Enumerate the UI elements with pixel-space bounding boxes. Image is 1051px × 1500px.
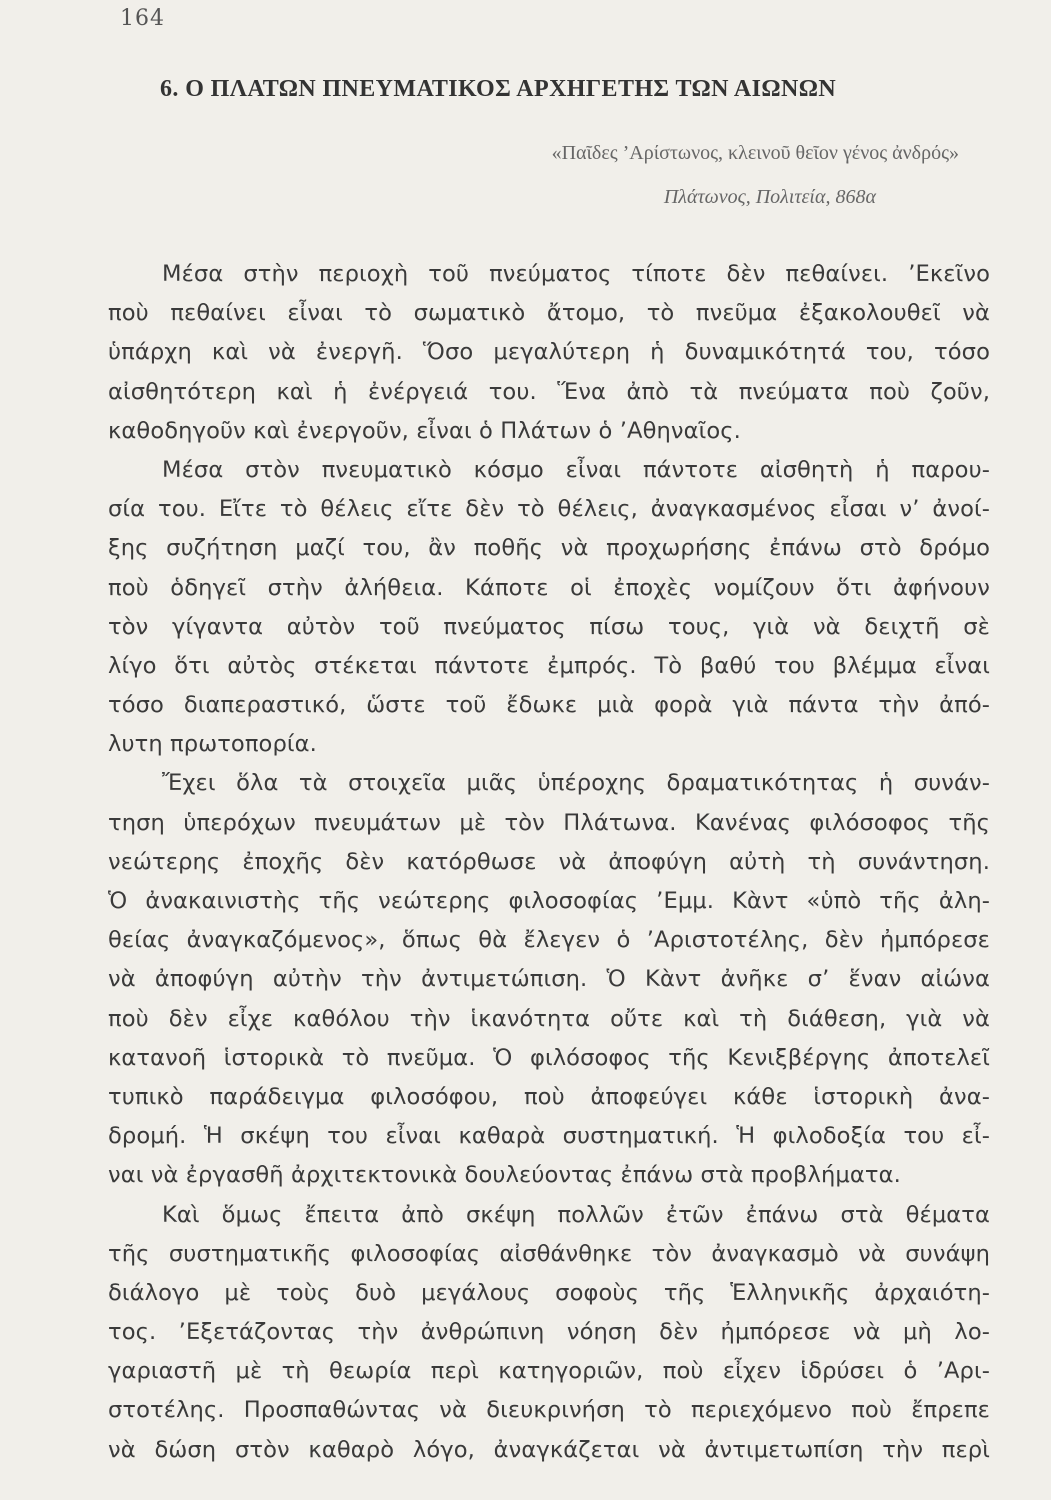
text-line: καθοδηγοῦν καὶ ἐνεργοῦν, εἶναι ὁ Πλάτων ὁ ’Αθηναῖος. [108, 417, 741, 444]
text-line: θείας ἀναγκαζόμενος», ὅπως θὰ ἔλεγεν ὁ ’Αριστοτέλης, δὲν ἠμπόρεσε [108, 927, 990, 954]
text-line: τηση ὑπερόχων πνευμάτων μὲ τὸν Πλάτωνα. Κανένας φιλόσοφος τῆς [108, 809, 990, 836]
text-line: νὰ ἀποφύγη αὐτὴν τὴν ἀντιμετώπιση. Ὁ Κὰντ ἀνῆκε σ’ ἕναν αἰώνα [108, 966, 990, 993]
text-line: στοτέλης. Προσπαθώντας νὰ διευκρινήση τὸ περιεχόμενο ποὺ ἔπρεπε [108, 1397, 990, 1424]
text-line: ξης συζήτηση μαζί του, ἂν ποθῆς νὰ προχωρήσης ἐπάνω στὸ δρόμο [108, 535, 990, 562]
text-line: τόσο διαπεραστικό, ὥστε τοῦ ἔδωκε μιὰ φορὰ γιὰ πάντα τὴν ἀπό- [108, 692, 990, 719]
text-line: σία του. Εἴτε τὸ θέλεις εἴτε δὲν τὸ θέλεις, ἀναγκασμένος εἶσαι ν’ ἀνοί- [108, 496, 990, 523]
text-line: νὰ δώση στὸν καθαρὸ λόγο, ἀναγκάζεται νὰ ἀντιμετωπίση τὴν περὶ [108, 1436, 990, 1463]
text-line: ποὺ πεθαίνει εἶναι τὸ σωματικὸ ἄτομο, τὸ πνεῦμα ἐξακολουθεῖ νὰ [108, 300, 990, 327]
text-line: Καὶ ὅμως ἔπειτα ἀπὸ σκέψη πολλῶν ἐτῶν ἐπάνω στὰ θέματα [162, 1201, 990, 1228]
text-line: τὸν γίγαντα αὐτὸν τοῦ πνεύματος πίσω τους, γιὰ νὰ δειχτῆ σὲ [108, 613, 990, 640]
text-line: ποὺ δὲν εἶχε καθόλου τὴν ἱκανότητα οὔτε καὶ τὴ διάθεση, γιὰ νὰ [108, 1005, 990, 1032]
text-line: κατανοῆ ἱστορικὰ τὸ πνεῦμα. Ὁ φιλόσοφος τῆς Κενιξβέργης ἀποτελεῖ [108, 1044, 990, 1071]
text-line: αἰσθητότερη καὶ ἡ ἐνέργειά του. Ἕνα ἀπὸ τὰ πνεύματα ποὺ ζοῦν, [108, 378, 990, 405]
epigraph-source: Πλάτωνος, Πολιτεία, 868α [663, 186, 876, 208]
text-line: γαριαστῆ μὲ τὴ θεωρία περὶ κατηγοριῶν, ποὺ εἶχεν ἱδρύσει ὁ ’Αρι- [108, 1358, 990, 1385]
text-line: τῆς συστηματικῆς φιλοσοφίας αἰσθάνθηκε τὸν ἀναγκασμὸ νὰ συνάψη [108, 1240, 990, 1267]
text-line: Μέσα στὸν πνευματικὸ κόσμο εἶναι πάντοτε αἰσθητὴ ἡ παρου- [162, 456, 990, 483]
text-line: Ἔχει ὅλα τὰ στοιχεῖα μιᾶς ὑπέροχης δραματικότητας ἡ συνάν- [162, 770, 990, 797]
text-line: Ὁ ἀνακαινιστὴς τῆς νεώτερης φιλοσοφίας ’Εμμ. Κὰντ «ὑπὸ τῆς ἀλη- [108, 888, 990, 914]
text-line: τυπικὸ παράδειγμα φιλοσόφου, ποὺ ἀποφεύγει κάθε ἱστορικὴ ἀνα- [108, 1083, 990, 1110]
text-line: ναι νὰ ἐργασθῆ ἀρχιτεκτονικὰ δουλεύοντας ἐπάνω στὰ προβλήματα. [108, 1162, 901, 1189]
page-number: 164 [120, 6, 165, 31]
text-line: δρομή. Ἡ σκέψη του εἶναι καθαρὰ συστηματική. Ἡ φιλοδοξία του εἶ- [108, 1123, 990, 1150]
epigraph-quote: «Παῖδες ’Αρίστωνος, κλεινοῦ θεῖον γένος ἀνδρός» [551, 142, 959, 164]
text-line: λίγο ὅτι αὐτὸς στέκεται πάντοτε ἐμπρός. Τὸ βαθύ του βλέμμα εἶναι [108, 652, 990, 679]
text-line: Μέσα στὴν περιοχὴ τοῦ πνεύματος τίποτε δὲν πεθαίνει. ’Εκεῖνο [162, 261, 990, 287]
text-line: ὑπάρχη καὶ νὰ ἐνεργῆ. Ὅσο μεγαλύτερη ἡ δυναμικότητά του, τόσο [108, 339, 990, 366]
body-text [108, 255, 990, 1470]
chapter-title: 6. Ο ΠΛΑΤΩΝ ΠΝΕΥΜΑΤΙΚΟΣ ΑΡΧΗΓΕΤΗΣ ΤΩΝ ΑΙΩΝΩΝ [160, 76, 837, 102]
text-line: τος. ’Εξετάζοντας τὴν ἀνθρώπινη νόηση δὲν ἠμπόρεσε νὰ μὴ λο- [108, 1319, 990, 1346]
text-line: διάλογο μὲ τοὺς δυὸ μεγάλους σοφοὺς τῆς Ἑλληνικῆς ἀρχαιότη- [108, 1279, 990, 1306]
text-line: νεώτερης ἐποχῆς δὲν κατόρθωσε νὰ ἀποφύγη αὐτὴ τὴ συνάντηση. [108, 848, 990, 875]
text-line: ποὺ ὁδηγεῖ στὴν ἀλήθεια. Κάποτε οἱ ἐποχὲς νομίζουν ὅτι ἀφήνουν [108, 574, 990, 601]
text-line: λυτη πρωτοπορία. [108, 731, 317, 758]
